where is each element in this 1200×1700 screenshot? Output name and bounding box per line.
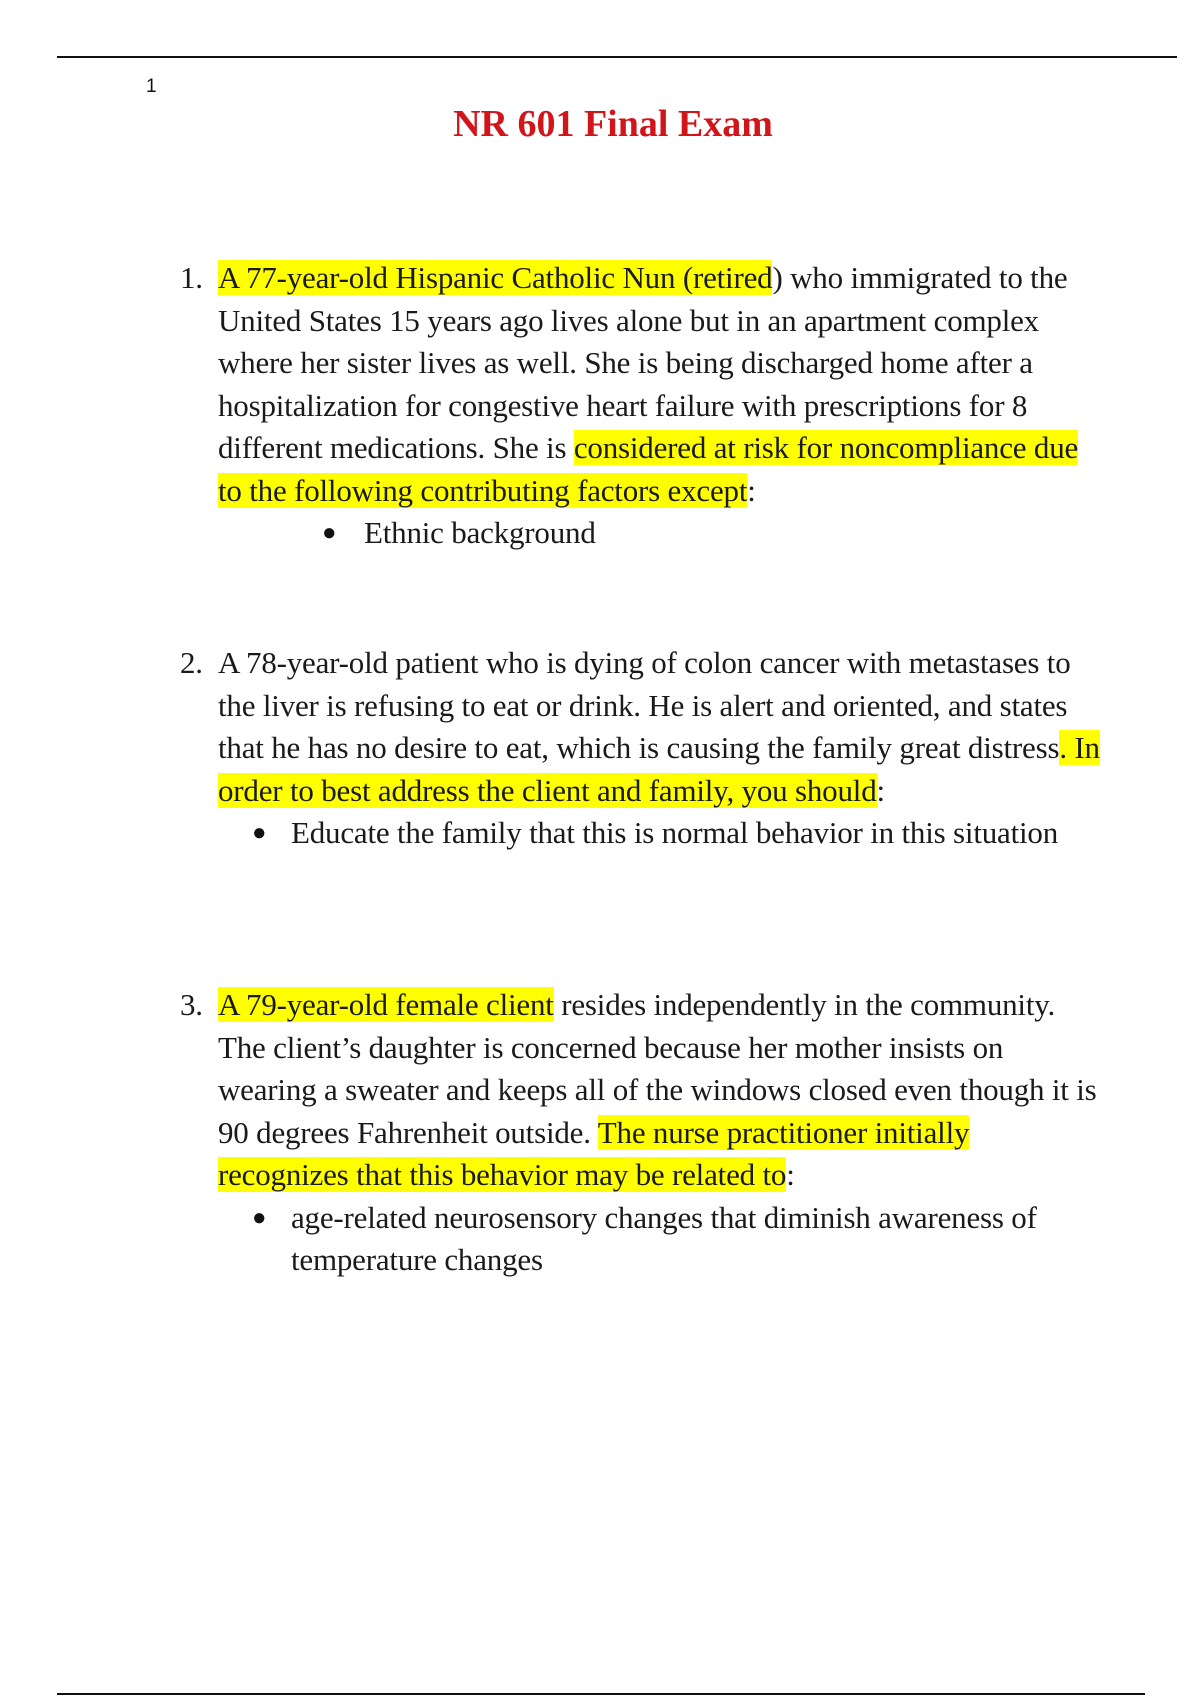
answer-item: [180, 512, 1105, 555]
highlighted-text: considered at risk for noncompliance due to the following contributing factors except: [218, 430, 1079, 508]
answer-item: [180, 812, 1105, 855]
question-1: [180, 257, 1105, 555]
answer-list: [180, 1197, 1105, 1282]
bullet-icon: ●: [252, 820, 267, 846]
answer-text: Ethnic background: [364, 515, 596, 550]
question-text: [218, 257, 1105, 512]
page-title: NR 601 Final Exam: [453, 103, 773, 145]
answer-list: [180, 812, 1105, 855]
highlighted-text: A 77-year-old Hispanic Catholic Nun (retired: [218, 260, 773, 295]
question-2: [180, 642, 1105, 855]
bullet-icon: ●: [252, 1204, 267, 1231]
question-text-segment: :: [876, 772, 885, 808]
bullet-icon: ●: [322, 520, 337, 546]
question-text: [218, 984, 1105, 1197]
answer-item: [180, 1197, 1105, 1282]
answer-text: Educate the family that this is normal behavior in this situation: [291, 815, 1059, 850]
question-text-segment: A 78-year-old patient who is dying of colon cancer with metastases to the liver is refusing to eat or drink. He is alert and oriented, and states that he has no desire to eat, which is causing the family great distress: [218, 645, 1071, 765]
answer-list: [180, 512, 1105, 555]
question-text-segment: ) who immigrated to the United States 15 years ago lives alone but in an apartment complex where her sister lives as well. She is being discharged home after a hospitalization for congestive heart failure with prescriptions for 8 different medications. She is: [218, 260, 1068, 465]
question-text-segment: resides independently in the community. The client’s daughter is concerned because her mother insists on wearing a sweater and keeps all of the windows closed even though it is 90 degrees Fahrenheit outside.: [218, 987, 1097, 1150]
page-number: 1: [146, 76, 157, 97]
answer-text: age-related neurosensory changes that diminish awareness of temperature changes: [291, 1199, 1037, 1277]
question-text-segment: :: [786, 1157, 795, 1192]
question-3: [180, 984, 1105, 1282]
question-number: 2.: [180, 645, 203, 680]
footer-rule: [57, 1693, 1145, 1695]
highlighted-text: . In order to best address the client and family, you should: [218, 730, 1100, 808]
highlighted-text: A 79-year-old female client: [218, 987, 554, 1022]
header-rule: [57, 56, 1177, 58]
question-text-segment: :: [747, 472, 756, 508]
question-text: [218, 642, 1105, 812]
question-number: 1.: [180, 260, 203, 295]
question-number: 3.: [180, 987, 203, 1022]
highlighted-text: The nurse practitioner initially recognizes that this behavior may be related to: [218, 1114, 970, 1192]
